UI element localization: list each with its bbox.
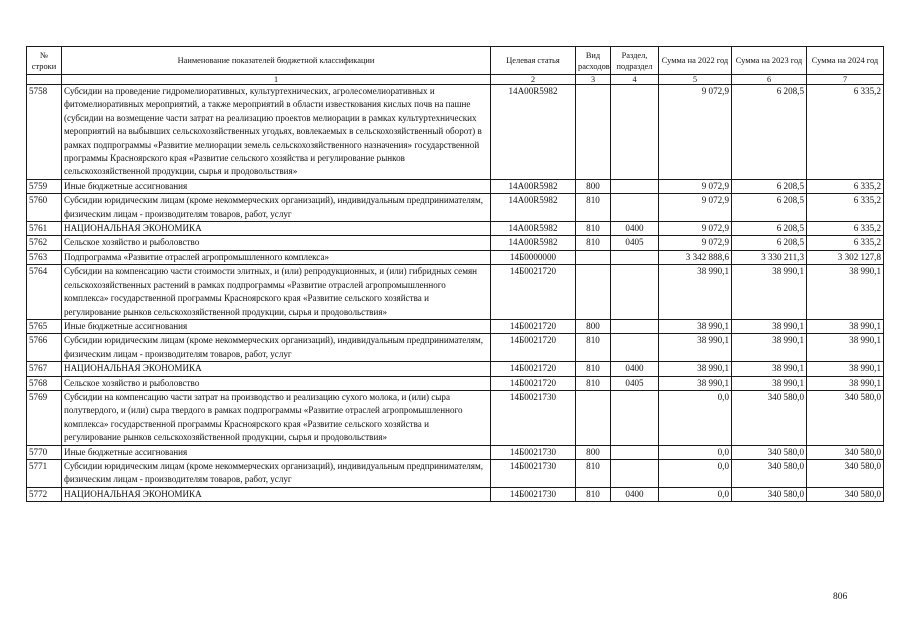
sum-2024-cell: 340 580,0 xyxy=(807,459,884,487)
indicator-name-cell: Иные бюджетные ассигнования xyxy=(62,445,491,459)
section-cell xyxy=(611,179,659,193)
column-number: 7 xyxy=(807,75,884,85)
column-number: 4 xyxy=(611,75,659,85)
table-row xyxy=(27,362,884,376)
table-row xyxy=(27,222,884,236)
indicator-name-cell: Сельское хозяйство и рыболовство xyxy=(62,236,491,250)
row-number-cell: 5763 xyxy=(27,250,62,264)
target-article-cell: 14Б0021720 xyxy=(491,334,576,362)
target-article-cell: 14Б0021720 xyxy=(491,362,576,376)
expense-type-cell xyxy=(576,265,611,320)
indicator-name-cell: Субсидии юридическим лицам (кроме некоммерческих организаций), индивидуальным предпринимателям, физическим лицам - производителям товаров, работ, услуг xyxy=(62,334,491,362)
target-article-cell: 14А00R5982 xyxy=(491,179,576,193)
section-cell xyxy=(611,319,659,333)
column-number: 3 xyxy=(576,75,611,85)
row-number-cell: 5761 xyxy=(27,222,62,236)
section-cell: 0405 xyxy=(611,376,659,390)
sum-2024-cell: 340 580,0 xyxy=(807,390,884,445)
sum-2022-cell: 9 072,9 xyxy=(659,179,732,193)
expense-type-cell: 810 xyxy=(576,194,611,222)
sum-2024-cell: 38 990,1 xyxy=(807,319,884,333)
indicator-name-cell: Иные бюджетные ассигнования xyxy=(62,179,491,193)
row-number-cell: 5765 xyxy=(27,319,62,333)
sum-2024-cell: 6 335,2 xyxy=(807,194,884,222)
sum-2024-cell: 38 990,1 xyxy=(807,334,884,362)
sum-2022-cell: 0,0 xyxy=(659,390,732,445)
sum-2023-cell: 340 580,0 xyxy=(732,459,807,487)
sum-2023-cell: 6 208,5 xyxy=(732,222,807,236)
budget-table xyxy=(26,46,884,502)
row-number-cell: 5770 xyxy=(27,445,62,459)
header-name: Наименование показателей бюджетной классификации xyxy=(62,47,491,75)
header-row xyxy=(27,47,884,75)
indicator-name-cell: НАЦИОНАЛЬНАЯ ЭКОНОМИКА xyxy=(62,362,491,376)
sum-2023-cell: 6 208,5 xyxy=(732,194,807,222)
sum-2022-cell: 38 990,1 xyxy=(659,265,732,320)
section-cell: 0405 xyxy=(611,236,659,250)
row-number-cell: 5771 xyxy=(27,459,62,487)
section-cell xyxy=(611,334,659,362)
row-number-cell: 5762 xyxy=(27,236,62,250)
sum-2023-cell: 6 208,5 xyxy=(732,85,807,180)
table-row xyxy=(27,445,884,459)
sum-2024-cell: 6 335,2 xyxy=(807,179,884,193)
sum-2022-cell: 9 072,9 xyxy=(659,194,732,222)
expense-type-cell xyxy=(576,85,611,180)
row-number-cell: 5767 xyxy=(27,362,62,376)
column-number: 6 xyxy=(732,75,807,85)
indicator-name-cell: Подпрограмма «Развитие отраслей агропромышленного комплекса» xyxy=(62,250,491,264)
sum-2024-cell: 340 580,0 xyxy=(807,445,884,459)
sum-2022-cell: 38 990,1 xyxy=(659,319,732,333)
section-cell xyxy=(611,459,659,487)
row-number-cell: 5764 xyxy=(27,265,62,320)
indicator-name-cell: Субсидии на проведение гидромелиоративных, культуртехнических, агролесомелиоративных и фитомелиоративных мероприятий, а также мероприятий в области известкования кислых почв на пашне (субсидии на возмещение части затрат на реализацию проектов мелиорации в рамках культуртехнических мероприятий на выбывших сельскохозяйственных угодьях, вовлекаемых в сельскохозяйственный оборот) в рамках подпрограммы «Развитие мелиорации земель сельскохозяйственного назначения» государственной программы Красноярского края «Развитие сельского хозяйства и регулирование рынков сельскохозяйственной продукции, сырья и продовольствия» xyxy=(62,85,491,180)
sum-2023-cell: 38 990,1 xyxy=(732,376,807,390)
sum-2023-cell: 340 580,0 xyxy=(732,445,807,459)
sum-2023-cell: 6 208,5 xyxy=(732,179,807,193)
expense-type-cell xyxy=(576,390,611,445)
header-section: Раздел, подраздел xyxy=(611,47,659,75)
target-article-cell: 14Б0021720 xyxy=(491,265,576,320)
column-number: 1 xyxy=(62,75,491,85)
section-cell xyxy=(611,85,659,180)
table-body xyxy=(27,85,884,502)
table-row xyxy=(27,334,884,362)
sum-2024-cell: 6 335,2 xyxy=(807,236,884,250)
row-number-cell: 5766 xyxy=(27,334,62,362)
table-row xyxy=(27,265,884,320)
sum-2022-cell: 9 072,9 xyxy=(659,236,732,250)
table-row xyxy=(27,319,884,333)
indicator-name-cell: Субсидии юридическим лицам (кроме некоммерческих организаций), индивидуальным предпринимателям, физическим лицам - производителям товаров, работ, услуг xyxy=(62,194,491,222)
sum-2023-cell: 38 990,1 xyxy=(732,362,807,376)
section-cell: 0400 xyxy=(611,362,659,376)
target-article-cell: 14Б0021730 xyxy=(491,487,576,501)
header-sum-2022: Сумма на 2022 год xyxy=(659,47,732,75)
indicator-name-cell: Субсидии на компенсацию части стоимости элитных, и (или) репродукционных, и (или) гибридных семян сельскохозяйственных растений в рамках подпрограммы «Развитие отраслей агропромышленного комплекса» государственной программы Красноярского края «Развитие сельского хозяйства и регулирование рынков сельскохозяйственной продукции, сырья и продовольствия» xyxy=(62,265,491,320)
sum-2023-cell: 38 990,1 xyxy=(732,265,807,320)
expense-type-cell: 810 xyxy=(576,222,611,236)
target-article-cell: 14А00R5982 xyxy=(491,236,576,250)
row-number-cell: 5769 xyxy=(27,390,62,445)
target-article-cell: 14Б0021730 xyxy=(491,459,576,487)
header-target-article: Целевая статья xyxy=(491,47,576,75)
sum-2023-cell: 6 208,5 xyxy=(732,236,807,250)
target-article-cell: 14А00R5982 xyxy=(491,222,576,236)
table-row xyxy=(27,487,884,501)
sum-2022-cell: 38 990,1 xyxy=(659,362,732,376)
target-article-cell: 14Б0021730 xyxy=(491,390,576,445)
sum-2023-cell: 38 990,1 xyxy=(732,334,807,362)
sum-2023-cell: 38 990,1 xyxy=(732,319,807,333)
row-number-cell: 5772 xyxy=(27,487,62,501)
row-number-cell: 5759 xyxy=(27,179,62,193)
section-cell xyxy=(611,265,659,320)
sum-2023-cell: 340 580,0 xyxy=(732,487,807,501)
table-row xyxy=(27,179,884,193)
sum-2024-cell: 3 302 127,8 xyxy=(807,250,884,264)
expense-type-cell: 810 xyxy=(576,362,611,376)
section-cell xyxy=(611,250,659,264)
sum-2022-cell: 0,0 xyxy=(659,445,732,459)
column-number: 5 xyxy=(659,75,732,85)
sum-2024-cell: 6 335,2 xyxy=(807,85,884,180)
table-row xyxy=(27,390,884,445)
sum-2022-cell: 0,0 xyxy=(659,459,732,487)
expense-type-cell xyxy=(576,250,611,264)
sum-2024-cell: 38 990,1 xyxy=(807,362,884,376)
header-expense-type: Вид расходов xyxy=(576,47,611,75)
table-row xyxy=(27,376,884,390)
indicator-name-cell: НАЦИОНАЛЬНАЯ ЭКОНОМИКА xyxy=(62,487,491,501)
table-row xyxy=(27,85,884,180)
target-article-cell: 14Б0000000 xyxy=(491,250,576,264)
table-row xyxy=(27,459,884,487)
column-number: 2 xyxy=(491,75,576,85)
sum-2022-cell: 38 990,1 xyxy=(659,376,732,390)
expense-type-cell: 800 xyxy=(576,319,611,333)
column-number-row xyxy=(27,75,884,85)
header-row-number: № строки xyxy=(27,47,62,75)
sum-2022-cell: 0,0 xyxy=(659,487,732,501)
expense-type-cell: 810 xyxy=(576,236,611,250)
expense-type-cell: 810 xyxy=(576,487,611,501)
indicator-name-cell: Субсидии юридическим лицам (кроме некоммерческих организаций), индивидуальным предпринимателям, физическим лицам - производителям товаров, работ, услуг xyxy=(62,459,491,487)
sum-2022-cell: 3 342 888,6 xyxy=(659,250,732,264)
header-sum-2024: Сумма на 2024 год xyxy=(807,47,884,75)
section-cell xyxy=(611,390,659,445)
sum-2023-cell: 3 330 211,3 xyxy=(732,250,807,264)
sum-2022-cell: 38 990,1 xyxy=(659,334,732,362)
target-article-cell: 14Б0021720 xyxy=(491,319,576,333)
header-sum-2023: Сумма на 2023 год xyxy=(732,47,807,75)
sum-2022-cell: 9 072,9 xyxy=(659,85,732,180)
sum-2022-cell: 9 072,9 xyxy=(659,222,732,236)
section-cell xyxy=(611,445,659,459)
section-cell: 0400 xyxy=(611,222,659,236)
indicator-name-cell: Субсидии на компенсацию части затрат на производство и реализацию сухого молока, и (или) сыра полутвердого, и (или) сыра твердого в рамках подпрограммы «Развитие отраслей агропромышленного комплекса» государственной программы Красноярского края «Развитие сельского хозяйства и регулирование рынков сельскохозяйственной продукции, сырья и продовольствия» xyxy=(62,390,491,445)
sum-2024-cell: 6 335,2 xyxy=(807,222,884,236)
sum-2023-cell: 340 580,0 xyxy=(732,390,807,445)
target-article-cell: 14Б0021730 xyxy=(491,445,576,459)
indicator-name-cell: Сельское хозяйство и рыболовство xyxy=(62,376,491,390)
target-article-cell: 14Б0021720 xyxy=(491,376,576,390)
sum-2024-cell: 340 580,0 xyxy=(807,487,884,501)
expense-type-cell: 810 xyxy=(576,334,611,362)
page-number: 806 xyxy=(833,592,848,602)
indicator-name-cell: НАЦИОНАЛЬНАЯ ЭКОНОМИКА xyxy=(62,222,491,236)
row-number-cell: 5768 xyxy=(27,376,62,390)
row-number-cell: 5758 xyxy=(27,85,62,180)
section-cell xyxy=(611,194,659,222)
row-number-cell: 5760 xyxy=(27,194,62,222)
target-article-cell: 14А00R5982 xyxy=(491,85,576,180)
table-row xyxy=(27,250,884,264)
table-row xyxy=(27,194,884,222)
column-number xyxy=(27,75,62,85)
expense-type-cell: 800 xyxy=(576,445,611,459)
expense-type-cell: 810 xyxy=(576,459,611,487)
target-article-cell: 14А00R5982 xyxy=(491,194,576,222)
sum-2024-cell: 38 990,1 xyxy=(807,376,884,390)
expense-type-cell: 800 xyxy=(576,179,611,193)
expense-type-cell: 810 xyxy=(576,376,611,390)
indicator-name-cell: Иные бюджетные ассигнования xyxy=(62,319,491,333)
sum-2024-cell: 38 990,1 xyxy=(807,265,884,320)
table-row xyxy=(27,236,884,250)
section-cell: 0400 xyxy=(611,487,659,501)
